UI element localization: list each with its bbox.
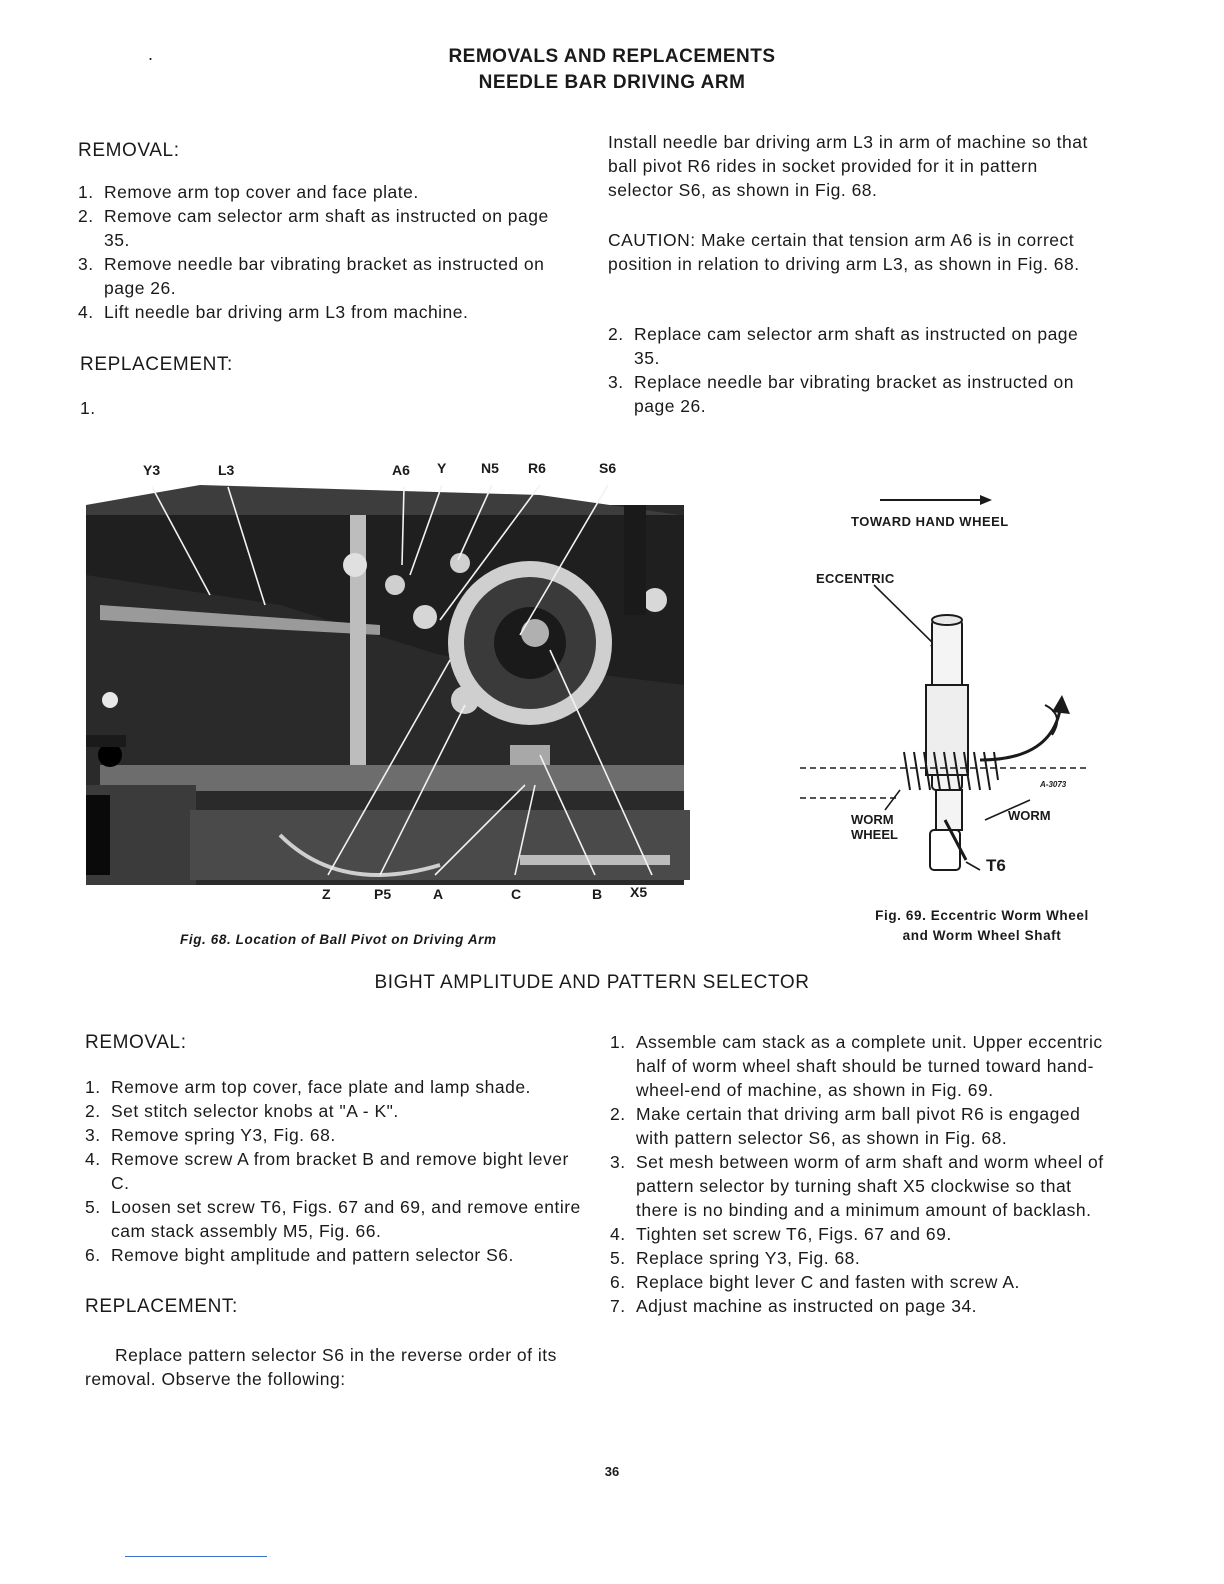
page-subtitle: NEEDLE BAR DRIVING ARM (478, 72, 746, 93)
fig68-label-p5: P5 (374, 886, 392, 902)
page-number: 36 (604, 1464, 620, 1479)
install-item-full (608, 130, 1106, 202)
list-item (610, 1150, 1110, 1222)
fig68-label-r6: R6 (528, 460, 546, 476)
list-item (85, 1099, 583, 1123)
item-number: 2. (608, 324, 624, 344)
fig69-worm-wheel-label: WORM WHEEL (851, 812, 898, 842)
list-item (85, 1243, 583, 1267)
list-item (78, 252, 578, 300)
item-number: 1. (85, 1077, 101, 1097)
item-number: 4. (610, 1224, 626, 1244)
item-number: 1. (78, 182, 94, 202)
fig69-code-label: A-3073 (1040, 780, 1067, 789)
item-number: 2. (610, 1104, 626, 1124)
list-item (608, 322, 1106, 370)
item-text: Remove screw A from bracket B and remove bight lever C. (111, 1149, 569, 1193)
page-title: REMOVALS AND REPLACEMENTS (448, 46, 776, 67)
item-text: Set mesh between worm of arm shaft and worm wheel of pattern selector by turning shaft X5 clockwise so that there is no binding and a minimum amount of backlash. (636, 1152, 1104, 1220)
item-text: Set stitch selector knobs at "A - K". (111, 1101, 399, 1121)
fig68-label-y3: Y3 (143, 462, 161, 478)
item-number: 3. (610, 1152, 626, 1172)
item-text: Tighten set screw T6, Figs. 67 and 69. (636, 1224, 952, 1244)
item-text: Remove arm top cover and face plate. (104, 182, 419, 202)
replacement-heading: REPLACEMENT: (80, 354, 233, 375)
list-item (610, 1246, 1110, 1270)
fig68-label-a: A (433, 886, 444, 902)
item-text: Replace cam selector arm shaft as instructed on page 35. (634, 324, 1079, 368)
follow-list (610, 1030, 1110, 1318)
item-text: Adjust machine as instructed on page 34. (636, 1296, 978, 1316)
item-number: 6. (610, 1272, 626, 1292)
fig69-toward-label: TOWARD HAND WHEEL (851, 514, 1009, 529)
list-item (78, 300, 578, 324)
list-item (610, 1030, 1110, 1102)
item-text: Remove needle bar vibrating bracket as instructed on page 26. (104, 254, 545, 298)
item-text: Remove arm top cover, face plate and lamp shade. (111, 1077, 531, 1097)
replacement-list-continued (608, 322, 1106, 418)
item-text: Remove cam selector arm shaft as instructed on page 35. (104, 206, 549, 250)
fig68-label-n5: N5 (481, 460, 499, 476)
list-item (608, 370, 1106, 418)
item-number: 2. (78, 206, 94, 226)
item-number: 3. (85, 1125, 101, 1145)
fig69-worm-label: WORM (1008, 808, 1051, 823)
item-text: Replace needle bar vibrating bracket as instructed on page 26. (634, 372, 1074, 416)
fig69-caption: Fig. 69. Eccentric Worm Wheel and Worm Wheel Shaft (875, 908, 1089, 943)
item-number: 4. (78, 302, 94, 322)
footnote-rule (125, 1556, 267, 1557)
fig69-t6-label: T6 (986, 856, 1006, 875)
list-item (85, 1147, 583, 1195)
list-item (610, 1294, 1110, 1318)
fig68-label-z: Z (322, 886, 331, 902)
fig68-photo (80, 455, 690, 895)
item-text: Assemble cam stack as a complete unit. Upper eccentric half of worm wheel shaft should be turned toward hand-wheel-end of machine, as shown in Fig. 69. (636, 1032, 1103, 1100)
item-number: 4. (85, 1149, 101, 1169)
section2-heading: BIGHT AMPLITUDE AND PATTERN SELECTOR (374, 972, 810, 993)
fig68-label-l3: L3 (218, 462, 235, 478)
item-text: Replace spring Y3, Fig. 68. (636, 1248, 861, 1268)
list-item (78, 204, 578, 252)
fig68-label-y: Y (437, 460, 447, 476)
fig68-label-b: B (592, 886, 603, 902)
item-number: 3. (608, 372, 624, 392)
item-text: Replace bight lever C and fasten with screw A. (636, 1272, 1020, 1292)
fig68-caption: Fig. 68. Location of Ball Pivot on Driving Arm (180, 932, 497, 947)
item-text: Remove spring Y3, Fig. 68. (111, 1125, 336, 1145)
item-number: 1. (610, 1032, 626, 1052)
item-number: 5. (610, 1248, 626, 1268)
item-number: 5. (85, 1197, 101, 1217)
replacement2-text: Replace pattern selector S6 in the reverse order of its removal. Observe the following: (85, 1345, 557, 1389)
list-item (610, 1102, 1110, 1150)
fig69-diagram (790, 490, 1090, 890)
fig68-label-x5: X5 (630, 884, 648, 900)
list-item (610, 1222, 1110, 1246)
removal-list (78, 180, 578, 324)
list-item (85, 1195, 583, 1243)
item-number: 2. (85, 1101, 101, 1121)
item-number: 3. (78, 254, 94, 274)
list-item (85, 1123, 583, 1147)
item-text: Make certain that driving arm ball pivot R6 is engaged with pattern selector S6, as shown in Fig. 68. (636, 1104, 1081, 1148)
removal-heading: REMOVAL: (78, 140, 180, 161)
caution-paragraph: CAUTION: Make certain that tension arm A6 is in correct position in relation to driving arm L3, as shown in Fig. 68. (608, 230, 1080, 274)
item-text: Remove bight amplitude and pattern selector S6. (111, 1245, 514, 1265)
list-item (610, 1270, 1110, 1294)
item-number: 7. (610, 1296, 626, 1316)
install-text: Install needle bar driving arm L3 in arm of machine so that ball pivot R6 rides in socket provided for it in pattern selector S6, as shown in Fig. 68. (608, 132, 1088, 200)
item-text: Loosen set screw T6, Figs. 67 and 69, and remove entire cam stack assembly M5, Fig. 66. (111, 1197, 581, 1241)
fig68-label-c: C (511, 886, 522, 902)
removal2-list (85, 1075, 583, 1267)
replacement2-heading: REPLACEMENT: (85, 1296, 238, 1317)
fig68-label-s6: S6 (599, 460, 617, 476)
stray-dot: . (148, 44, 154, 64)
removal2-heading: REMOVAL: (85, 1032, 187, 1053)
list-item (78, 180, 578, 204)
list-item (85, 1075, 583, 1099)
fig69-eccentric-label: ECCENTRIC (816, 571, 895, 586)
fig68-label-a6: A6 (392, 462, 410, 478)
item-text: Lift needle bar driving arm L3 from machine. (104, 302, 469, 322)
item-number: 1. (80, 398, 96, 418)
item-number: 6. (85, 1245, 101, 1265)
